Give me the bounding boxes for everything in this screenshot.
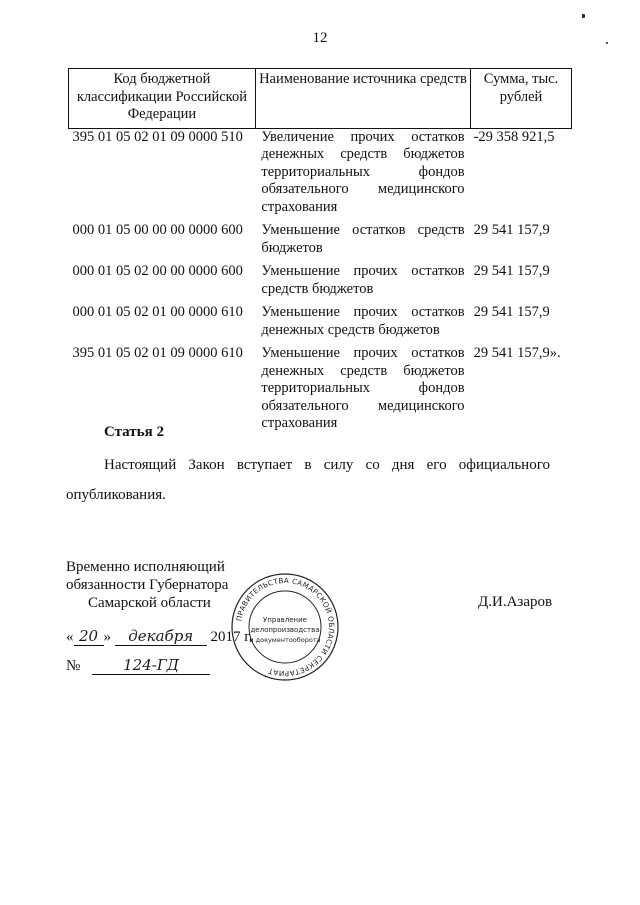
article-text: Настоящий Закон вступает в силу со дня его официального опубликования.	[66, 457, 550, 503]
table-row	[69, 304, 572, 345]
signer-position-line: Самарской области	[88, 595, 211, 611]
budget-sources-table	[68, 68, 572, 439]
row-code: 000 01 05 02 00 00 0000 600	[72, 263, 243, 279]
row-amount: 29 541 157,9	[473, 304, 550, 320]
date-year: 2017 г.	[210, 629, 253, 645]
date-open-quote: «	[66, 629, 74, 645]
table-row	[69, 263, 572, 304]
stamp-inner-line: и документооборота	[249, 636, 321, 644]
scan-speck	[582, 14, 585, 18]
number-value: 124-ГД	[92, 656, 210, 675]
official-stamp	[230, 572, 340, 682]
stamp-inner-line: Управление	[263, 616, 307, 624]
table-row	[69, 128, 572, 222]
stamp-outer-text: ПРАВИТЕЛЬСТВА САМАРСКОЙ ОБЛАСТИ СЕКРЕТАРИАТ	[234, 575, 337, 679]
row-amount: 29 541 157,9	[473, 263, 550, 279]
date-day: 20	[74, 627, 104, 646]
row-code: 000 01 05 02 01 00 0000 610	[72, 304, 243, 320]
signer-position-line: Временно исполняющий	[66, 559, 225, 575]
row-amount: 29 541 157,9».	[473, 345, 561, 361]
header-amount: Сумма, тыс. рублей	[471, 69, 572, 129]
row-code: 000 01 05 00 00 00 0000 600	[72, 222, 243, 238]
signing-date	[66, 627, 252, 646]
table-row	[69, 222, 572, 263]
row-amount: 29 541 157,9	[473, 222, 550, 238]
signer-position-line: обязанности Губернатора	[66, 577, 229, 593]
row-name: Уменьшение прочих остатков средств бюджетов	[261, 263, 465, 297]
row-name: Уменьшение прочих остатков денежных средств бюджетов территориальных фондов обязательного медицинского страхования	[261, 345, 465, 431]
header-code: Код бюджетной классификации Российской Федерации	[69, 69, 256, 129]
row-code: 395 01 05 02 01 09 0000 610	[72, 345, 243, 361]
scan-speck	[606, 42, 608, 44]
header-name: Наименование источника средств	[255, 69, 470, 129]
row-name: Уменьшение прочих остатков денежных средств бюджетов	[261, 304, 465, 338]
number-sign: №	[66, 658, 81, 674]
date-close-quote: »	[103, 629, 111, 645]
table-header-row	[69, 69, 572, 129]
row-code: 395 01 05 02 01 09 0000 510	[72, 128, 243, 145]
signer-position	[66, 558, 228, 612]
stamp-inner-line: делопроизводства	[250, 626, 320, 634]
row-amount: -29 358 921,5	[473, 128, 555, 145]
signer-name: Д.И.Азаров	[478, 594, 553, 610]
date-month: декабря	[115, 627, 207, 646]
page-number: 12	[312, 30, 328, 46]
row-name: Увеличение прочих остатков денежных средств бюджетов территориальных фондов обязательного медицинского страхования	[261, 128, 465, 215]
law-number	[66, 656, 210, 675]
row-name: Уменьшение остатков средств бюджетов	[261, 222, 465, 256]
article-title: Статья 2	[104, 424, 164, 440]
